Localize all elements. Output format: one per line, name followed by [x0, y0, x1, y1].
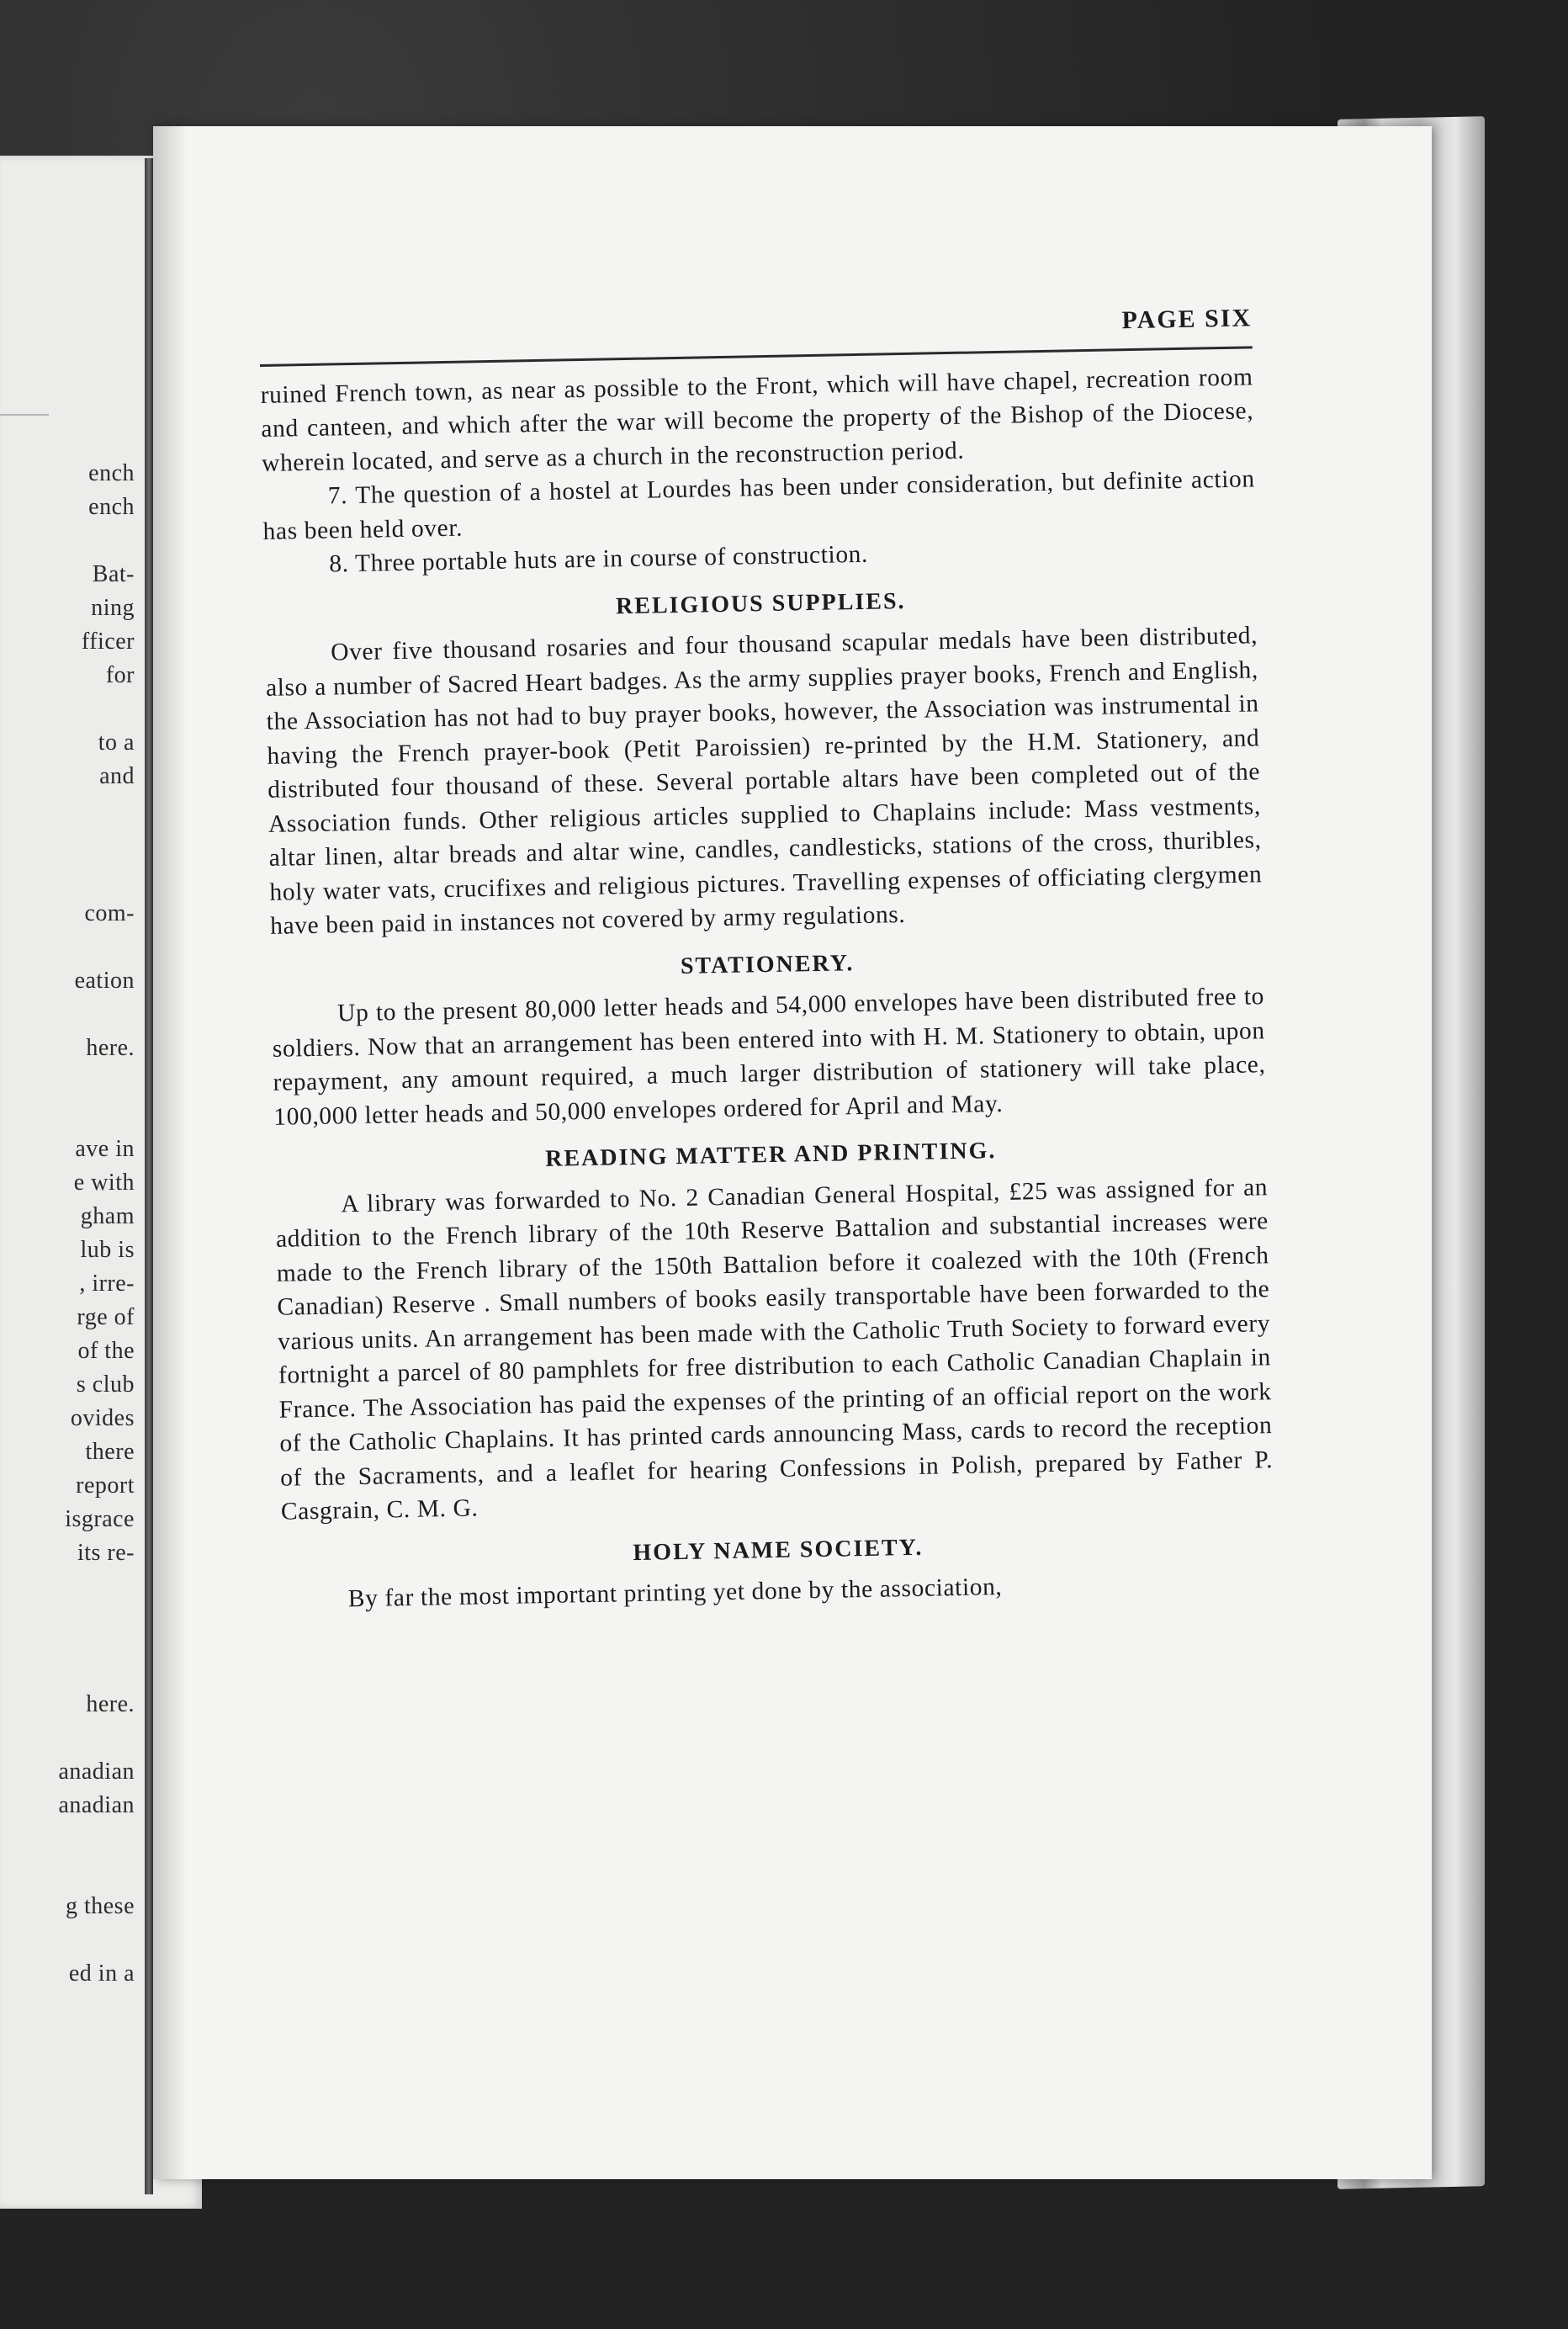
left-fragment: there — [85, 1439, 135, 1465]
left-fragment: ave in — [75, 1136, 135, 1162]
left-fragment: fficer — [81, 629, 135, 655]
left-page-rule — [0, 414, 49, 416]
left-fragment: anadian — [58, 1792, 135, 1818]
paragraph-item-8: 8. Three portable huts are in course of construction. — [329, 540, 869, 578]
section-body-holy-name-society: By far the most important printing yet done by the association, — [347, 1573, 1003, 1613]
left-fragment: ovides — [70, 1405, 135, 1431]
left-fragment: ench — [88, 494, 135, 520]
left-fragment: to a — [98, 729, 135, 756]
left-page-text — [0, 156, 135, 2209]
left-fragment: anadian — [58, 1759, 135, 1785]
book-gutter — [145, 158, 153, 2194]
left-fragment: rge of — [77, 1304, 135, 1330]
section-body-stationery: Up to the present 80,000 letter heads and 54,000 envelopes have been distributed free to soldiers. Now that an arrangement has been entered into with H. M. Stationery to obtain, upon repayment, any amount required, a much larger distribution of stationery will take place, 100,000 letter heads and 50,000 envelopes ordered for April and May. — [272, 983, 1266, 1131]
section-body-religious-supplies: Over five thousand rosaries and four thousand scapular medals have been distributed, also a number of Sacred Heart badges. As the army supplies prayer books, French and English, the Association has not had to buy prayer books, however, the Association was instrumental in having the French prayer-book (Petit Paroissien) re-printed by the H.M. Stationery, and distributed four thousand of these. Several portable altars have been completed out of the Association funds. Other religious articles supplied to Chaplains include: Mass vestments, altar linen, altar breads and altar wine, candles, candlesticks, stations of the cross, thuribles, holy water vats, crucifixes and religious pictures. Travelling expenses of officiating clergymen have been paid in instances not covered by army regulations. — [265, 622, 1263, 940]
left-fragment: g these — [65, 1893, 135, 1919]
left-fragment: and — [99, 763, 135, 789]
left-fragment: its re- — [77, 1540, 135, 1566]
left-fragment: e with — [73, 1170, 135, 1196]
section-heading-stationery: STATIONERY. — [680, 949, 855, 979]
left-fragment: ench — [88, 460, 135, 486]
section-heading-holy-name-society: HOLY NAME SOCIETY. — [633, 1534, 924, 1566]
left-fragment: here. — [86, 1035, 135, 1061]
page-text-block — [259, 301, 1275, 1617]
left-fragment: Bat- — [92, 561, 135, 587]
section-heading-religious-supplies: RELIGIOUS SUPPLIES. — [615, 587, 906, 619]
left-fragment: ed in a — [68, 1960, 135, 1987]
spine-shadow — [153, 126, 187, 2179]
left-fragment: report — [76, 1472, 135, 1499]
left-fragment: isgrace — [65, 1506, 135, 1532]
left-fragment: , irre- — [79, 1271, 135, 1297]
left-fragment: com- — [84, 900, 135, 926]
left-fragment: eation — [74, 968, 135, 994]
page-number-header: PAGE SIX — [1121, 304, 1253, 335]
left-fragment: lub is — [80, 1237, 135, 1263]
left-fragment: gham — [80, 1203, 135, 1229]
paragraph-continued: ruined French town, as near as possible to the Front, which will have chapel, recreation room and canteen, and which after the war will become the property of the Bishop of the Diocese, wherein located, and serve as a church in the reconstruction period. — [260, 363, 1254, 477]
left-fragment: ning — [91, 595, 135, 621]
left-fragment: s club — [76, 1371, 135, 1398]
section-body-reading-matter: A library was forwarded to No. 2 Canadian General Hospital, £25 was assigned for an addition to the French library of the 10th Reserve Battalion and substantial increases were made to the French library of the 150th Battalion before it coalezed with the 10th (French Canadian) Reserve . Small numbers of books easily transportable have been forwarded to the various units. An arrangement has been made with the Catholic Truth Society to forward every fortnight a parcel of 80 pamphlets for free distribution to each Catholic Canadian Chaplain in France. The Association has paid the expenses of the printing of an official report on the work of the Catholic Chaplains. It has printed cards announcing Mass, cards to record the reception of the Sacraments, and a leaflet for hearing Confessions in Polish, prepared by Father P. Casgrain, C. M. G. — [275, 1173, 1274, 1525]
section-heading-reading-matter: READING MATTER AND PRINTING. — [544, 1138, 997, 1172]
paragraph-item-7: 7. The question of a hostel at Lourdes has been under consideration, but definite action has been held over. — [262, 465, 1255, 545]
left-fragment: for — [105, 662, 135, 688]
left-fragment: here. — [86, 1691, 135, 1717]
left-fragment: of the — [77, 1338, 135, 1364]
